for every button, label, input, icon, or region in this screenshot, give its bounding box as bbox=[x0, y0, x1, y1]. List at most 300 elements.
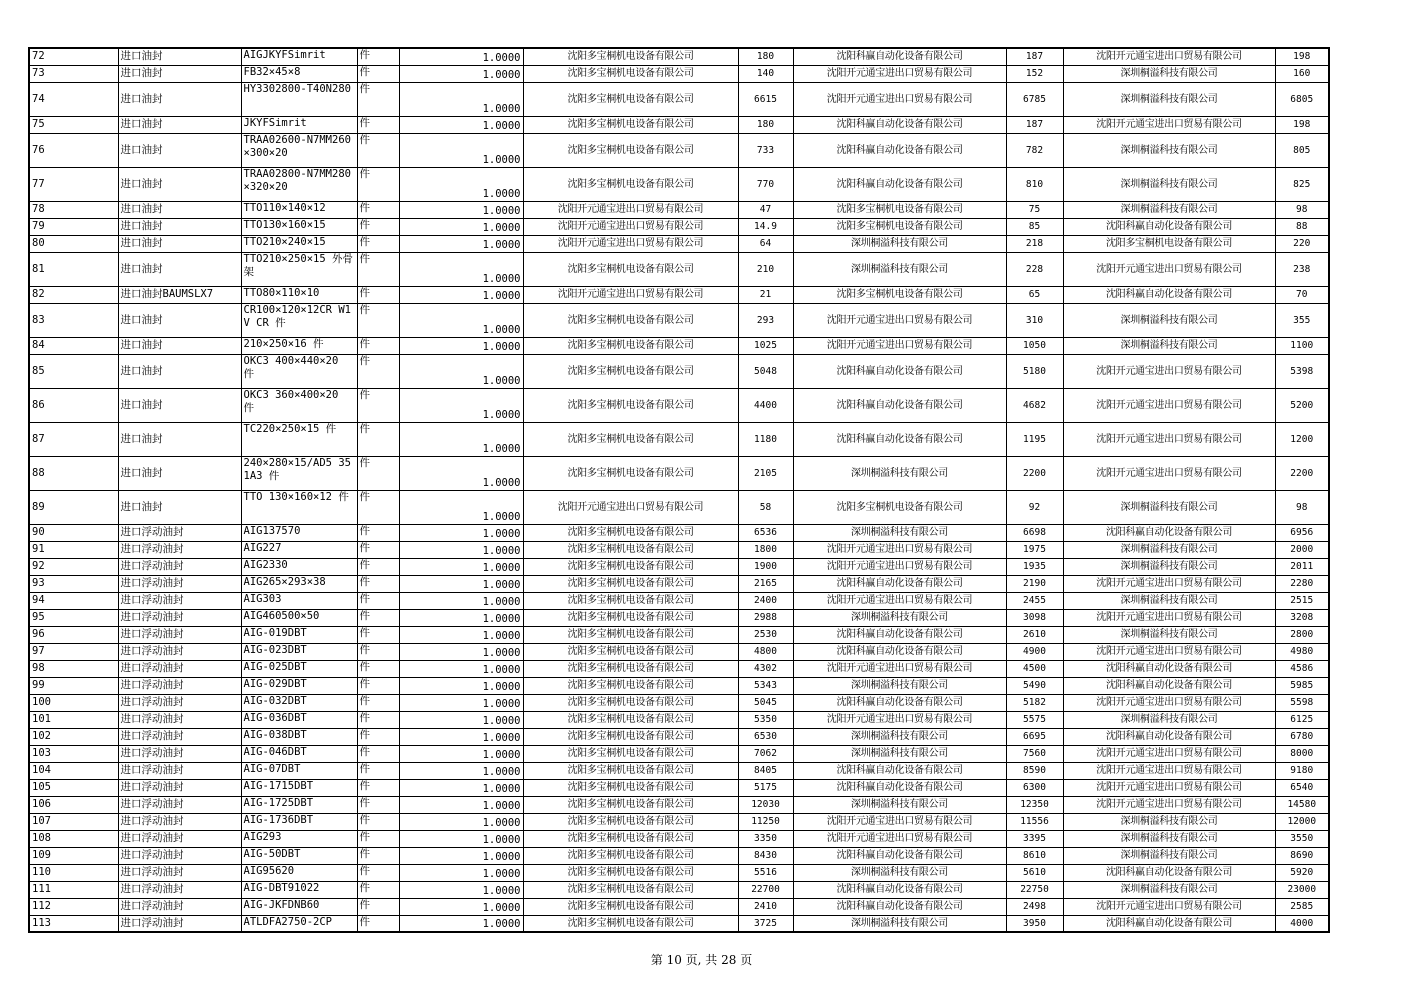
price-2-cell: 152 bbox=[1006, 65, 1063, 82]
price-1-cell: 7062 bbox=[738, 745, 793, 762]
row-number-cell: 75 bbox=[29, 116, 118, 133]
price-1-cell: 6615 bbox=[738, 82, 793, 116]
supplier-1-cell: 沈阳多宝桐机电设备有限公司 bbox=[523, 456, 738, 490]
supplier-3-cell: 深圳桐溢科技有限公司 bbox=[1063, 65, 1275, 82]
row-number-cell: 77 bbox=[29, 167, 118, 201]
price-1-cell: 4400 bbox=[738, 388, 793, 422]
quantity-cell: 1.0000 bbox=[399, 116, 523, 133]
quantity-cell: 1.0000 bbox=[399, 609, 523, 626]
price-2-cell: 810 bbox=[1006, 167, 1063, 201]
supplier-1-cell: 沈阳开元通宝进出口贸易有限公司 bbox=[523, 490, 738, 524]
price-1-cell: 11250 bbox=[738, 813, 793, 830]
model-spec-cell: FB32×45×8 bbox=[241, 65, 357, 82]
item-name-cell: 进口浮动油封 bbox=[118, 524, 241, 541]
table-row bbox=[29, 116, 1329, 133]
quantity-cell: 1.0000 bbox=[399, 898, 523, 915]
price-3-cell: 88 bbox=[1275, 218, 1329, 235]
item-name-cell: 进口油封 bbox=[118, 354, 241, 388]
supplier-1-cell: 沈阳多宝桐机电设备有限公司 bbox=[523, 388, 738, 422]
supplier-3-cell: 深圳桐溢科技有限公司 bbox=[1063, 133, 1275, 167]
table-row bbox=[29, 864, 1329, 881]
supplier-1-cell: 沈阳多宝桐机电设备有限公司 bbox=[523, 847, 738, 864]
quantity-cell: 1.0000 bbox=[399, 626, 523, 643]
supplier-1-cell: 沈阳多宝桐机电设备有限公司 bbox=[523, 643, 738, 660]
quantity-cell: 1.0000 bbox=[399, 915, 523, 932]
price-1-cell: 4302 bbox=[738, 660, 793, 677]
supplier-3-cell: 深圳桐溢科技有限公司 bbox=[1063, 337, 1275, 354]
item-name-cell: 进口油封 bbox=[118, 456, 241, 490]
supplier-3-cell: 沈阳开元通宝进出口贸易有限公司 bbox=[1063, 116, 1275, 133]
price-3-cell: 825 bbox=[1275, 167, 1329, 201]
item-name-cell: 进口浮动油封 bbox=[118, 847, 241, 864]
price-3-cell: 2515 bbox=[1275, 592, 1329, 609]
item-name-cell: 进口浮动油封 bbox=[118, 626, 241, 643]
model-spec-cell: AIG-JKFDNB60 bbox=[241, 898, 357, 915]
price-3-cell: 220 bbox=[1275, 235, 1329, 252]
table-row bbox=[29, 524, 1329, 541]
supplier-3-cell: 沈阳科赢自动化设备有限公司 bbox=[1063, 728, 1275, 745]
item-name-cell: 进口油封 bbox=[118, 303, 241, 337]
quantity-cell: 1.0000 bbox=[399, 218, 523, 235]
model-spec-cell: AIG-50DBT bbox=[241, 847, 357, 864]
price-2-cell: 8610 bbox=[1006, 847, 1063, 864]
unit-cell: 件 bbox=[357, 881, 399, 898]
quantity-cell: 1.0000 bbox=[399, 133, 523, 167]
row-number-cell: 110 bbox=[29, 864, 118, 881]
supplier-3-cell: 沈阳开元通宝进出口贸易有限公司 bbox=[1063, 609, 1275, 626]
price-2-cell: 187 bbox=[1006, 116, 1063, 133]
unit-cell: 件 bbox=[357, 592, 399, 609]
quantity-cell: 1.0000 bbox=[399, 65, 523, 82]
supplier-1-cell: 沈阳多宝桐机电设备有限公司 bbox=[523, 711, 738, 728]
unit-cell: 件 bbox=[357, 660, 399, 677]
price-1-cell: 8430 bbox=[738, 847, 793, 864]
quantity-cell: 1.0000 bbox=[399, 830, 523, 847]
supplier-2-cell: 深圳桐溢科技有限公司 bbox=[793, 796, 1006, 813]
quantity-cell: 1.0000 bbox=[399, 762, 523, 779]
price-2-cell: 1050 bbox=[1006, 337, 1063, 354]
supplier-2-cell: 沈阳多宝桐机电设备有限公司 bbox=[793, 286, 1006, 303]
supplier-2-cell: 沈阳科赢自动化设备有限公司 bbox=[793, 898, 1006, 915]
item-name-cell: 进口浮动油封 bbox=[118, 813, 241, 830]
supplier-2-cell: 沈阳开元通宝进出口贸易有限公司 bbox=[793, 592, 1006, 609]
quantity-cell: 1.0000 bbox=[399, 558, 523, 575]
price-3-cell: 2280 bbox=[1275, 575, 1329, 592]
supplier-1-cell: 沈阳开元通宝进出口贸易有限公司 bbox=[523, 286, 738, 303]
table-row bbox=[29, 796, 1329, 813]
item-name-cell: 进口油封 bbox=[118, 235, 241, 252]
price-3-cell: 160 bbox=[1275, 65, 1329, 82]
row-number-cell: 109 bbox=[29, 847, 118, 864]
price-3-cell: 6805 bbox=[1275, 82, 1329, 116]
price-3-cell: 1200 bbox=[1275, 422, 1329, 456]
price-3-cell: 198 bbox=[1275, 116, 1329, 133]
row-number-cell: 76 bbox=[29, 133, 118, 167]
quantity-cell: 1.0000 bbox=[399, 490, 523, 524]
item-name-cell: 进口浮动油封 bbox=[118, 643, 241, 660]
unit-cell: 件 bbox=[357, 745, 399, 762]
row-number-cell: 106 bbox=[29, 796, 118, 813]
price-1-cell: 14.9 bbox=[738, 218, 793, 235]
price-1-cell: 2105 bbox=[738, 456, 793, 490]
row-number-cell: 103 bbox=[29, 745, 118, 762]
item-name-cell: 进口油封 bbox=[118, 48, 241, 65]
price-1-cell: 210 bbox=[738, 252, 793, 286]
quantity-cell: 1.0000 bbox=[399, 303, 523, 337]
price-1-cell: 2530 bbox=[738, 626, 793, 643]
price-2-cell: 4900 bbox=[1006, 643, 1063, 660]
supplier-2-cell: 沈阳科赢自动化设备有限公司 bbox=[793, 626, 1006, 643]
supplier-2-cell: 沈阳开元通宝进出口贸易有限公司 bbox=[793, 65, 1006, 82]
row-number-cell: 102 bbox=[29, 728, 118, 745]
unit-cell: 件 bbox=[357, 677, 399, 694]
quantity-cell: 1.0000 bbox=[399, 48, 523, 65]
supplier-2-cell: 沈阳科赢自动化设备有限公司 bbox=[793, 694, 1006, 711]
model-spec-cell: AIG-07DBT bbox=[241, 762, 357, 779]
price-2-cell: 11556 bbox=[1006, 813, 1063, 830]
supplier-2-cell: 深圳桐溢科技有限公司 bbox=[793, 524, 1006, 541]
unit-cell: 件 bbox=[357, 643, 399, 660]
item-name-cell: 进口油封 bbox=[118, 388, 241, 422]
quantity-cell: 1.0000 bbox=[399, 864, 523, 881]
supplier-1-cell: 沈阳多宝桐机电设备有限公司 bbox=[523, 660, 738, 677]
quantity-cell: 1.0000 bbox=[399, 167, 523, 201]
supplier-3-cell: 深圳桐溢科技有限公司 bbox=[1063, 541, 1275, 558]
model-spec-cell: TTO130×160×15 bbox=[241, 218, 357, 235]
supplier-3-cell: 深圳桐溢科技有限公司 bbox=[1063, 201, 1275, 218]
price-1-cell: 140 bbox=[738, 65, 793, 82]
item-name-cell: 进口油封 bbox=[118, 337, 241, 354]
item-name-cell: 进口浮动油封 bbox=[118, 609, 241, 626]
price-2-cell: 92 bbox=[1006, 490, 1063, 524]
row-number-cell: 107 bbox=[29, 813, 118, 830]
price-2-cell: 5182 bbox=[1006, 694, 1063, 711]
model-spec-cell: CR100×120×12CR W1V CR 件 bbox=[241, 303, 357, 337]
table-row bbox=[29, 694, 1329, 711]
price-2-cell: 8590 bbox=[1006, 762, 1063, 779]
row-number-cell: 94 bbox=[29, 592, 118, 609]
item-name-cell: 进口油封 bbox=[118, 116, 241, 133]
supplier-3-cell: 深圳桐溢科技有限公司 bbox=[1063, 558, 1275, 575]
table-row bbox=[29, 422, 1329, 456]
item-name-cell: 进口油封 bbox=[118, 422, 241, 456]
quantity-cell: 1.0000 bbox=[399, 660, 523, 677]
row-number-cell: 111 bbox=[29, 881, 118, 898]
row-number-cell: 92 bbox=[29, 558, 118, 575]
price-1-cell: 8405 bbox=[738, 762, 793, 779]
price-1-cell: 180 bbox=[738, 48, 793, 65]
table-row bbox=[29, 711, 1329, 728]
quantity-cell: 1.0000 bbox=[399, 286, 523, 303]
supplier-2-cell: 沈阳科赢自动化设备有限公司 bbox=[793, 354, 1006, 388]
price-1-cell: 5045 bbox=[738, 694, 793, 711]
price-1-cell: 2410 bbox=[738, 898, 793, 915]
item-name-cell: 进口浮动油封 bbox=[118, 864, 241, 881]
supplier-2-cell: 沈阳开元通宝进出口贸易有限公司 bbox=[793, 660, 1006, 677]
supplier-2-cell: 沈阳开元通宝进出口贸易有限公司 bbox=[793, 541, 1006, 558]
price-2-cell: 7560 bbox=[1006, 745, 1063, 762]
supplier-3-cell: 沈阳开元通宝进出口贸易有限公司 bbox=[1063, 354, 1275, 388]
supplier-3-cell: 沈阳开元通宝进出口贸易有限公司 bbox=[1063, 456, 1275, 490]
supplier-2-cell: 深圳桐溢科技有限公司 bbox=[793, 252, 1006, 286]
price-1-cell: 5350 bbox=[738, 711, 793, 728]
item-name-cell: 进口油封 bbox=[118, 218, 241, 235]
supplier-3-cell: 沈阳开元通宝进出口贸易有限公司 bbox=[1063, 745, 1275, 762]
quantity-cell: 1.0000 bbox=[399, 728, 523, 745]
supplier-3-cell: 沈阳开元通宝进出口贸易有限公司 bbox=[1063, 388, 1275, 422]
table-row bbox=[29, 592, 1329, 609]
supplier-3-cell: 沈阳开元通宝进出口贸易有限公司 bbox=[1063, 762, 1275, 779]
table-row bbox=[29, 303, 1329, 337]
price-1-cell: 1900 bbox=[738, 558, 793, 575]
unit-cell: 件 bbox=[357, 388, 399, 422]
unit-cell: 件 bbox=[357, 609, 399, 626]
table-row bbox=[29, 830, 1329, 847]
supplier-1-cell: 沈阳多宝桐机电设备有限公司 bbox=[523, 167, 738, 201]
unit-cell: 件 bbox=[357, 898, 399, 915]
supplier-1-cell: 沈阳多宝桐机电设备有限公司 bbox=[523, 82, 738, 116]
unit-cell: 件 bbox=[357, 354, 399, 388]
unit-cell: 件 bbox=[357, 541, 399, 558]
item-name-cell: 进口浮动油封 bbox=[118, 881, 241, 898]
table-row bbox=[29, 337, 1329, 354]
price-2-cell: 2498 bbox=[1006, 898, 1063, 915]
supplier-1-cell: 沈阳多宝桐机电设备有限公司 bbox=[523, 881, 738, 898]
price-1-cell: 6536 bbox=[738, 524, 793, 541]
item-name-cell: 进口浮动油封 bbox=[118, 541, 241, 558]
quantity-cell: 1.0000 bbox=[399, 677, 523, 694]
supplier-1-cell: 沈阳多宝桐机电设备有限公司 bbox=[523, 558, 738, 575]
item-name-cell: 进口浮动油封 bbox=[118, 779, 241, 796]
model-spec-cell: AIG-046DBT bbox=[241, 745, 357, 762]
model-spec-cell: AIG-036DBT bbox=[241, 711, 357, 728]
supplier-1-cell: 沈阳开元通宝进出口贸易有限公司 bbox=[523, 235, 738, 252]
supplier-3-cell: 深圳桐溢科技有限公司 bbox=[1063, 881, 1275, 898]
item-name-cell: 进口浮动油封 bbox=[118, 728, 241, 745]
supplier-3-cell: 沈阳开元通宝进出口贸易有限公司 bbox=[1063, 48, 1275, 65]
supplier-1-cell: 沈阳多宝桐机电设备有限公司 bbox=[523, 728, 738, 745]
unit-cell: 件 bbox=[357, 626, 399, 643]
item-name-cell: 进口浮动油封 bbox=[118, 915, 241, 932]
supplier-2-cell: 沈阳科赢自动化设备有限公司 bbox=[793, 48, 1006, 65]
price-3-cell: 5200 bbox=[1275, 388, 1329, 422]
table-row bbox=[29, 541, 1329, 558]
supplier-2-cell: 沈阳多宝桐机电设备有限公司 bbox=[793, 201, 1006, 218]
price-2-cell: 187 bbox=[1006, 48, 1063, 65]
quantity-cell: 1.0000 bbox=[399, 541, 523, 558]
supplier-3-cell: 沈阳科赢自动化设备有限公司 bbox=[1063, 677, 1275, 694]
price-1-cell: 22700 bbox=[738, 881, 793, 898]
supplier-3-cell: 沈阳开元通宝进出口贸易有限公司 bbox=[1063, 252, 1275, 286]
supplier-1-cell: 沈阳多宝桐机电设备有限公司 bbox=[523, 694, 738, 711]
price-2-cell: 75 bbox=[1006, 201, 1063, 218]
unit-cell: 件 bbox=[357, 456, 399, 490]
price-3-cell: 23000 bbox=[1275, 881, 1329, 898]
supplier-1-cell: 沈阳多宝桐机电设备有限公司 bbox=[523, 779, 738, 796]
price-2-cell: 310 bbox=[1006, 303, 1063, 337]
supplier-3-cell: 沈阳开元通宝进出口贸易有限公司 bbox=[1063, 422, 1275, 456]
price-3-cell: 8690 bbox=[1275, 847, 1329, 864]
table-row bbox=[29, 881, 1329, 898]
table-row bbox=[29, 235, 1329, 252]
item-name-cell: 进口浮动油封 bbox=[118, 745, 241, 762]
price-2-cell: 1975 bbox=[1006, 541, 1063, 558]
supplier-2-cell: 深圳桐溢科技有限公司 bbox=[793, 235, 1006, 252]
price-3-cell: 2585 bbox=[1275, 898, 1329, 915]
supplier-1-cell: 沈阳多宝桐机电设备有限公司 bbox=[523, 48, 738, 65]
supplier-3-cell: 沈阳科赢自动化设备有限公司 bbox=[1063, 286, 1275, 303]
price-1-cell: 3350 bbox=[738, 830, 793, 847]
quotation-table bbox=[28, 47, 1330, 933]
table-row bbox=[29, 609, 1329, 626]
supplier-1-cell: 沈阳多宝桐机电设备有限公司 bbox=[523, 116, 738, 133]
supplier-1-cell: 沈阳多宝桐机电设备有限公司 bbox=[523, 762, 738, 779]
quantity-cell: 1.0000 bbox=[399, 524, 523, 541]
table-row bbox=[29, 915, 1329, 932]
supplier-3-cell: 沈阳科赢自动化设备有限公司 bbox=[1063, 660, 1275, 677]
model-spec-cell: AIG460500×50 bbox=[241, 609, 357, 626]
price-3-cell: 6125 bbox=[1275, 711, 1329, 728]
table-row bbox=[29, 65, 1329, 82]
table-row bbox=[29, 354, 1329, 388]
price-3-cell: 238 bbox=[1275, 252, 1329, 286]
unit-cell: 件 bbox=[357, 711, 399, 728]
row-number-cell: 80 bbox=[29, 235, 118, 252]
supplier-1-cell: 沈阳多宝桐机电设备有限公司 bbox=[523, 830, 738, 847]
row-number-cell: 89 bbox=[29, 490, 118, 524]
supplier-3-cell: 深圳桐溢科技有限公司 bbox=[1063, 592, 1275, 609]
row-number-cell: 84 bbox=[29, 337, 118, 354]
supplier-1-cell: 沈阳多宝桐机电设备有限公司 bbox=[523, 864, 738, 881]
supplier-2-cell: 沈阳科赢自动化设备有限公司 bbox=[793, 762, 1006, 779]
quantity-cell: 1.0000 bbox=[399, 82, 523, 116]
supplier-1-cell: 沈阳多宝桐机电设备有限公司 bbox=[523, 422, 738, 456]
item-name-cell: 进口油封 bbox=[118, 65, 241, 82]
table-row bbox=[29, 252, 1329, 286]
row-number-cell: 86 bbox=[29, 388, 118, 422]
supplier-3-cell: 沈阳开元通宝进出口贸易有限公司 bbox=[1063, 575, 1275, 592]
price-3-cell: 4000 bbox=[1275, 915, 1329, 932]
unit-cell: 件 bbox=[357, 864, 399, 881]
price-1-cell: 2165 bbox=[738, 575, 793, 592]
supplier-3-cell: 深圳桐溢科技有限公司 bbox=[1063, 830, 1275, 847]
supplier-3-cell: 深圳桐溢科技有限公司 bbox=[1063, 490, 1275, 524]
supplier-2-cell: 沈阳科赢自动化设备有限公司 bbox=[793, 116, 1006, 133]
supplier-1-cell: 沈阳多宝桐机电设备有限公司 bbox=[523, 575, 738, 592]
supplier-2-cell: 沈阳科赢自动化设备有限公司 bbox=[793, 881, 1006, 898]
price-3-cell: 2000 bbox=[1275, 541, 1329, 558]
model-spec-cell: TC220×250×15 件 bbox=[241, 422, 357, 456]
row-number-cell: 78 bbox=[29, 201, 118, 218]
model-spec-cell: AIG-1736DBT bbox=[241, 813, 357, 830]
supplier-3-cell: 沈阳科赢自动化设备有限公司 bbox=[1063, 218, 1275, 235]
supplier-3-cell: 沈阳开元通宝进出口贸易有限公司 bbox=[1063, 779, 1275, 796]
table-row bbox=[29, 762, 1329, 779]
price-2-cell: 2610 bbox=[1006, 626, 1063, 643]
supplier-3-cell: 深圳桐溢科技有限公司 bbox=[1063, 626, 1275, 643]
unit-cell: 件 bbox=[357, 847, 399, 864]
model-spec-cell: AIG-023DBT bbox=[241, 643, 357, 660]
supplier-2-cell: 沈阳开元通宝进出口贸易有限公司 bbox=[793, 830, 1006, 847]
price-3-cell: 8000 bbox=[1275, 745, 1329, 762]
price-3-cell: 14580 bbox=[1275, 796, 1329, 813]
item-name-cell: 进口浮动油封 bbox=[118, 575, 241, 592]
row-number-cell: 93 bbox=[29, 575, 118, 592]
model-spec-cell: TRAA02600-N7MM260×300×20 bbox=[241, 133, 357, 167]
model-spec-cell: TTO110×140×12 bbox=[241, 201, 357, 218]
table-row bbox=[29, 82, 1329, 116]
quantity-cell: 1.0000 bbox=[399, 456, 523, 490]
price-1-cell: 733 bbox=[738, 133, 793, 167]
row-number-cell: 79 bbox=[29, 218, 118, 235]
supplier-2-cell: 深圳桐溢科技有限公司 bbox=[793, 915, 1006, 932]
model-spec-cell: TTO210×250×15 外骨架 bbox=[241, 252, 357, 286]
price-2-cell: 782 bbox=[1006, 133, 1063, 167]
row-number-cell: 88 bbox=[29, 456, 118, 490]
price-2-cell: 5575 bbox=[1006, 711, 1063, 728]
supplier-2-cell: 沈阳科赢自动化设备有限公司 bbox=[793, 388, 1006, 422]
item-name-cell: 进口油封BAUMSLX7 bbox=[118, 286, 241, 303]
model-spec-cell: TTO 130×160×12 件 bbox=[241, 490, 357, 524]
item-name-cell: 进口油封 bbox=[118, 167, 241, 201]
row-number-cell: 85 bbox=[29, 354, 118, 388]
unit-cell: 件 bbox=[357, 48, 399, 65]
price-2-cell: 6785 bbox=[1006, 82, 1063, 116]
supplier-2-cell: 深圳桐溢科技有限公司 bbox=[793, 609, 1006, 626]
item-name-cell: 进口油封 bbox=[118, 82, 241, 116]
price-1-cell: 1180 bbox=[738, 422, 793, 456]
quantity-cell: 1.0000 bbox=[399, 201, 523, 218]
model-spec-cell: AIG227 bbox=[241, 541, 357, 558]
price-2-cell: 3950 bbox=[1006, 915, 1063, 932]
model-spec-cell: 240×280×15/AD5 351A3 件 bbox=[241, 456, 357, 490]
price-1-cell: 293 bbox=[738, 303, 793, 337]
row-number-cell: 90 bbox=[29, 524, 118, 541]
model-spec-cell: TRAA02800-N7MM280×320×20 bbox=[241, 167, 357, 201]
table-row bbox=[29, 575, 1329, 592]
unit-cell: 件 bbox=[357, 218, 399, 235]
price-1-cell: 47 bbox=[738, 201, 793, 218]
table-row bbox=[29, 660, 1329, 677]
supplier-2-cell: 沈阳科赢自动化设备有限公司 bbox=[793, 422, 1006, 456]
supplier-2-cell: 深圳桐溢科技有限公司 bbox=[793, 456, 1006, 490]
quantity-cell: 1.0000 bbox=[399, 592, 523, 609]
table-row bbox=[29, 133, 1329, 167]
unit-cell: 件 bbox=[357, 201, 399, 218]
supplier-1-cell: 沈阳多宝桐机电设备有限公司 bbox=[523, 524, 738, 541]
row-number-cell: 83 bbox=[29, 303, 118, 337]
supplier-2-cell: 沈阳科赢自动化设备有限公司 bbox=[793, 779, 1006, 796]
model-spec-cell: AIG137570 bbox=[241, 524, 357, 541]
item-name-cell: 进口油封 bbox=[118, 201, 241, 218]
price-3-cell: 805 bbox=[1275, 133, 1329, 167]
table-row bbox=[29, 558, 1329, 575]
model-spec-cell: AIG95620 bbox=[241, 864, 357, 881]
price-2-cell: 4500 bbox=[1006, 660, 1063, 677]
price-1-cell: 3725 bbox=[738, 915, 793, 932]
price-3-cell: 5920 bbox=[1275, 864, 1329, 881]
unit-cell: 件 bbox=[357, 303, 399, 337]
item-name-cell: 进口浮动油封 bbox=[118, 558, 241, 575]
price-3-cell: 6956 bbox=[1275, 524, 1329, 541]
supplier-2-cell: 沈阳科赢自动化设备有限公司 bbox=[793, 847, 1006, 864]
table-row bbox=[29, 728, 1329, 745]
row-number-cell: 108 bbox=[29, 830, 118, 847]
price-3-cell: 12000 bbox=[1275, 813, 1329, 830]
item-name-cell: 进口浮动油封 bbox=[118, 694, 241, 711]
supplier-3-cell: 沈阳科赢自动化设备有限公司 bbox=[1063, 864, 1275, 881]
quantity-cell: 1.0000 bbox=[399, 711, 523, 728]
